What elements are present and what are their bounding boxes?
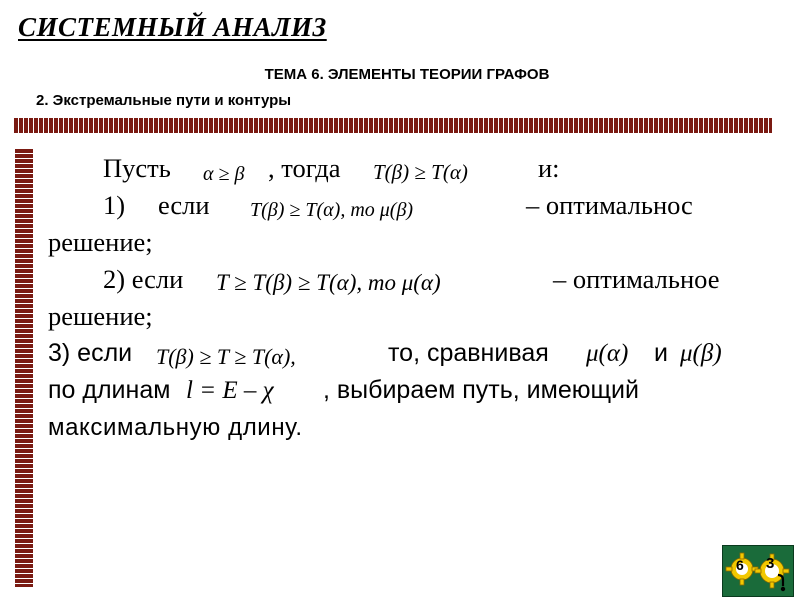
text-optimal-1: – оптимальнос	[526, 190, 693, 220]
topic-title: ТЕМА 6. ЭЛЕМЕНТЫ ТЕОРИИ ГРАФОВ	[264, 66, 550, 83]
text-sravnivaya: то, сравнивая	[388, 339, 549, 367]
content-line-3	[48, 224, 770, 261]
text-max-length: максимальную длину.	[48, 414, 303, 441]
text-po-dlinam: по длинам	[48, 376, 171, 404]
text-i: и:	[538, 153, 560, 183]
formula-length: l = E – χ	[186, 377, 274, 404]
text-optimal-2: – оптимальное	[553, 264, 720, 294]
logo-graphic	[722, 545, 794, 597]
content-line-4	[48, 261, 770, 298]
content-line-8	[48, 409, 770, 446]
formula-t-beta-t-alpha: T(β) ≥ T(α)	[373, 160, 468, 184]
text-reshenie-2: решение;	[48, 301, 153, 331]
page-number: 3	[766, 555, 775, 572]
content-line-2	[48, 187, 770, 224]
formula-case-2: T ≥ T(β) ≥ T(α), то μ(α)	[216, 270, 441, 295]
text-item-1: 1)	[103, 190, 126, 220]
vertical-decor-bar	[15, 149, 33, 587]
formula-alpha-beta: α ≥ β	[203, 163, 245, 185]
content-line-1	[48, 150, 770, 187]
text-togda: , тогда	[268, 153, 341, 183]
text-item-2: 2) если	[103, 264, 184, 294]
text-vybiraem: , выбираем путь, имеющий	[323, 376, 639, 404]
text-item-3: 3) если	[48, 339, 133, 367]
horizontal-decor-bar	[14, 118, 772, 133]
text-reshenie-1: решение;	[48, 227, 153, 257]
formula-mu-beta: μ(β)	[680, 340, 722, 367]
text-and: и	[654, 339, 668, 367]
section-title: 2. Экстремальные пути и контуры	[36, 92, 292, 109]
formula-case-1: T(β) ≥ T(α), то μ(β)	[250, 199, 414, 221]
logo-number: 6	[736, 557, 744, 573]
content-line-6	[48, 335, 770, 372]
slide-logo	[722, 545, 794, 597]
content-line-7	[48, 372, 770, 409]
text-pust: Пусть	[103, 153, 171, 183]
formula-case-3: T(β) ≥ T ≥ T(α),	[156, 344, 296, 369]
slide-content	[48, 150, 770, 446]
text-esli-1: если	[158, 190, 210, 220]
formula-mu-alpha: μ(α)	[586, 340, 629, 367]
content-line-5	[48, 298, 770, 335]
course-title: СИСТЕМНЫЙ АНАЛИЗ	[18, 12, 327, 42]
